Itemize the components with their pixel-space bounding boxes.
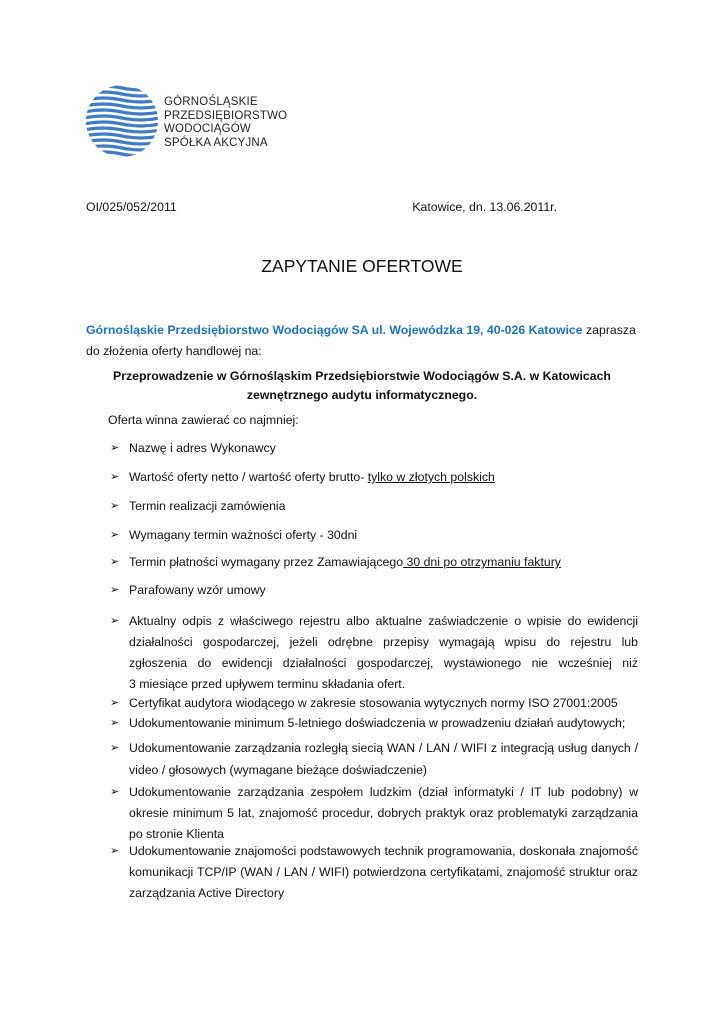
list-item-text [129,528,638,542]
item-text-continued: 3 miesiące przed upływem terminu składania ofert. [129,677,406,691]
inquiry-subject [86,367,638,405]
item-text: Wymagany termin ważności oferty - 30dni [129,528,358,542]
list-item-text [129,583,638,597]
list-item [110,555,638,569]
arrow-bullet-icon: ➢ [110,742,120,754]
list-item-text [129,499,638,513]
list-item [110,583,638,597]
list-item [110,738,638,781]
list-item [110,611,638,695]
item-text: Udokumentowanie minimum 5-letniego doświadczenia w prowadzeniu działań audytowych; [129,716,626,730]
item-text: Udokumentowanie znajomości podstawowych technik programowania, doskonała znajomość komunikacji TCP/IP (WAN / LAN / WIFI) potwierdzona certyfikatami, znajomość struktur oraz zarządzania Active Directory [129,844,638,900]
logo-line: GÓRNOŚLĄSKIE [164,96,258,108]
list-item [110,782,638,845]
list-item-text [129,441,638,455]
list-item-text [129,555,638,569]
subject-line: Przeprowadzenie w Górnośląskim Przedsiębiorstwie Wodociągów S.A. w Katowicach [113,369,611,383]
list-lead: Oferta winna zawierać co najmniej: [108,413,299,427]
arrow-bullet-icon: ➢ [110,442,120,454]
list-item-text [129,611,638,674]
list-item [110,716,638,730]
company-logo-icon [84,84,160,158]
item-text: Aktualny odpis z właściwego rejestru albo aktualne zaświadczenie o wpisie do ewidencji działalności gospodarczej, jeżeli odrębne przepisy wymagają wpisu do rejestru lub zgłoszenia do ewidencji działalności gospodarczej, wystawionego nie wcześniej niż [129,614,638,670]
list-item [110,470,638,484]
list-item-text [129,738,638,781]
list-item [110,441,638,455]
list-item [110,696,638,710]
list-item-text [129,782,638,845]
arrow-bullet-icon: ➢ [110,697,120,709]
page-title: ZAPYTANIE OFERTOWE [261,256,463,276]
list-item [110,528,638,542]
item-underlined-text: 30 dni po otrzymaniu faktury [403,555,561,569]
item-underlined-text: tylko w złotych polskich [367,470,495,484]
arrow-bullet-icon: ➢ [110,471,120,483]
logo-line: WODOCIĄGÓW [164,123,251,135]
list-item [110,499,638,513]
arrow-bullet-icon: ➢ [110,845,120,857]
intro-paragraph [86,320,638,362]
item-text: Wartość oferty netto / wartość oferty brutto- [129,470,368,484]
logo-line: SPÓŁKA AKCYJNA [164,136,268,149]
list-item-text [129,841,638,904]
item-text: Udokumentowanie zarządzania zespołem ludzkim (dział informatyki / IT lub podobny) w okresie minimum 5 lat, znajomość procedur, dobrych praktyk oraz problematyki zarządzania po stronie Klienta [129,785,638,841]
intro-text: do złożenia oferty handlowej na: [86,344,262,358]
arrow-bullet-icon: ➢ [110,529,120,541]
list-item-text [129,716,638,730]
intro-text: zaprasza [582,323,636,337]
list-item-text [129,470,638,484]
item-text: Udokumentowanie zarządzania rozległą siecią WAN / LAN / WIFI z integracją usług danych / video / głosowych (wymagane bieżące doświadczenie) [129,741,638,777]
item-text: Termin realizacji zamówienia [129,499,286,513]
item-text: Parafowany wzór umowy [129,583,266,597]
arrow-bullet-icon: ➢ [110,717,120,729]
arrow-bullet-icon: ➢ [110,584,120,596]
item-text: Nazwę i adres Wykonawcy [129,441,276,455]
item-text: Termin płatności wymagany przez Zamawiającego [129,555,404,569]
company-logo-text [164,96,287,150]
item-text: Certyfikat audytora wiodącego w zakresie stosowania wytycznych normy ISO 27001:2005 [129,696,618,710]
arrow-bullet-icon: ➢ [110,556,120,568]
company-address: Górnośląskie Przedsiębiorstwo Wodociągów SA ul. Wojewódzka 19, 40-026 Katowice [86,323,583,337]
place-date: Katowice, dn. 13.06.2011r. [412,200,557,214]
list-item [110,841,638,904]
arrow-bullet-icon: ➢ [110,786,120,798]
list-item-text [129,696,638,710]
arrow-bullet-icon: ➢ [110,500,120,512]
subject-line: zewnętrznego audytu informatycznego. [246,388,478,402]
logo-line: PRZEDSIĘBIORSTWO [164,109,288,122]
reference-number: OI/025/052/2011 [86,200,177,214]
arrow-bullet-icon: ➢ [110,615,120,627]
